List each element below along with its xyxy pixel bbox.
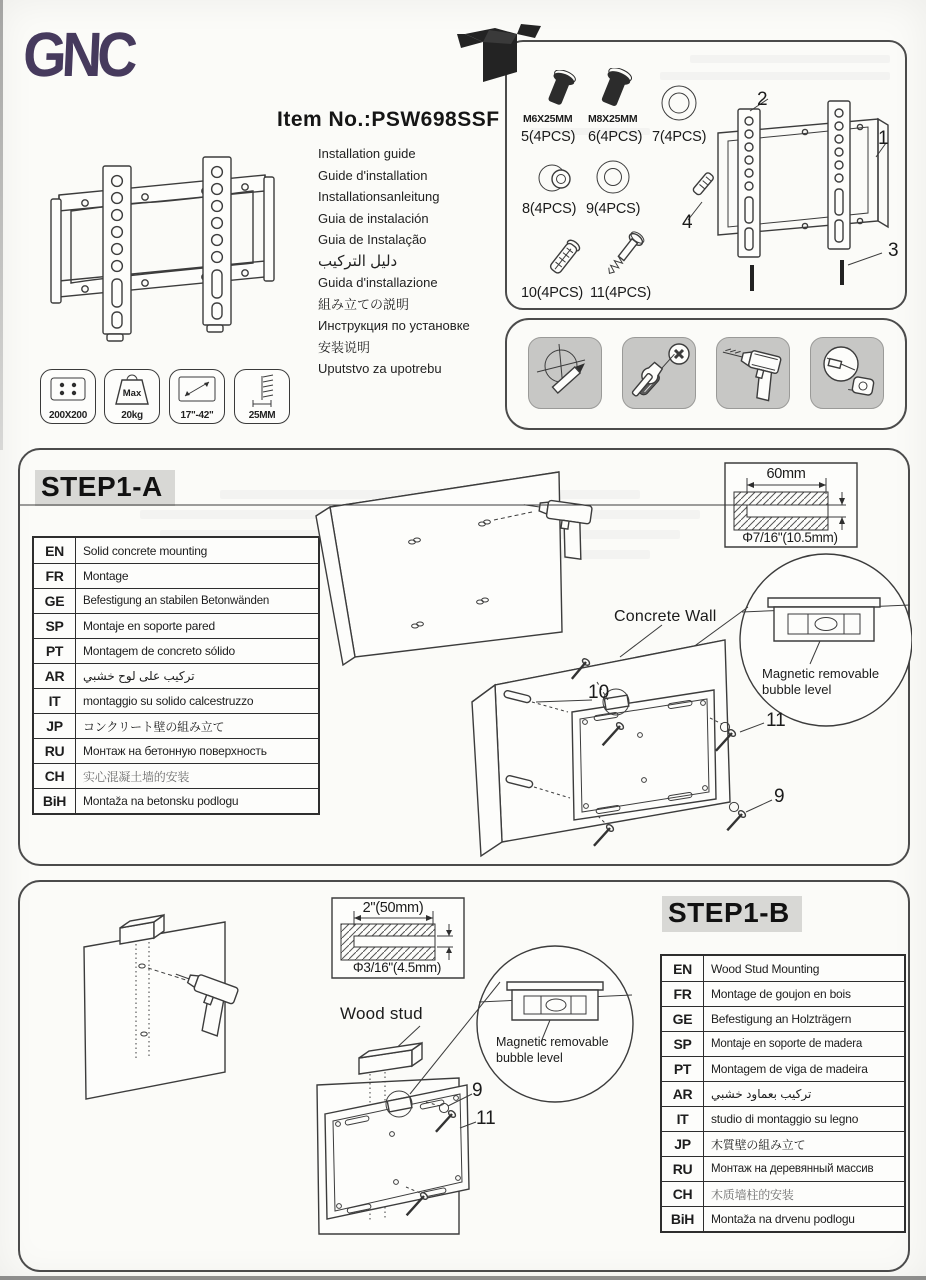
screen-size-icon: [176, 374, 218, 404]
table-row: EN Solid concrete mounting: [34, 538, 318, 563]
tool-tile: [716, 337, 790, 409]
callout-10: 10: [588, 682, 610, 703]
brand-logo: GNC: [21, 19, 135, 90]
language-title: 組み立ての説明: [318, 296, 410, 312]
table-row: JP 木質壁の組み立て: [662, 1131, 904, 1156]
table-row: GE Befestigung an Holzträgern: [662, 1006, 904, 1031]
svg-text:Max: Max: [122, 388, 142, 399]
table-row: BiH Montaža na drvenu podlogu: [662, 1206, 904, 1231]
part-9-qty: 9(4PCS): [586, 201, 641, 217]
callout-11-b: 11: [476, 1108, 496, 1129]
wood-stud-wall-drilling: [84, 915, 239, 1099]
part-10-qty: 10(4PCS): [521, 285, 584, 301]
step1b-panel: [18, 880, 910, 1272]
table-row: AR تركيب على لوح خشبي: [34, 663, 318, 688]
table-row: BiH Montaža na betonsku podlogu: [34, 788, 318, 813]
concrete-wall-drilling: [316, 472, 592, 665]
table-row: SP Montaje en soporte pared: [34, 613, 318, 638]
item-number: Item No.:PSW698SSF: [277, 108, 500, 131]
locking-screw-pins: [752, 260, 842, 291]
vesa-badge: [40, 369, 96, 424]
language-title: Installation guide: [318, 146, 416, 161]
part-5-qty: 5(4PCS): [521, 129, 576, 145]
wood-stud-label: Wood stud: [340, 1004, 423, 1023]
table-row: SP Montaje en soporte de madera: [662, 1031, 904, 1056]
screen-size-badge-label: 17"-42": [180, 410, 214, 421]
step1b-illustration: [20, 882, 912, 1272]
language-title: Guia de Instalação: [318, 232, 427, 247]
tool-tile: [810, 337, 884, 409]
table-row: EN Wood Stud Mounting: [662, 956, 904, 981]
m8-screw-icon: [594, 68, 634, 112]
callout-2: 2: [757, 89, 768, 110]
step1a-panel: [18, 448, 910, 866]
table-row: AR تركيب بعماود خشبي: [662, 1081, 904, 1106]
bubble-level-label-b: Magnetic removable bubble level: [496, 1035, 609, 1065]
language-title-list: [318, 146, 470, 376]
drill-diameter-label-b: Φ3/16"(4.5mm): [352, 960, 442, 975]
carton-box-icon: [455, 20, 541, 90]
part-5-spec: M6X25MM: [523, 113, 573, 125]
callout-3: 3: [888, 240, 899, 261]
wall-distance-badge-label: 25MM: [248, 410, 276, 421]
pencil-marking-icon: [529, 338, 601, 408]
scan-edge: [0, 0, 3, 450]
lag-screw-icon: [596, 228, 650, 284]
table-row: IT studio di montaggio su legno: [662, 1106, 904, 1131]
drill-width-label-a: 60mm: [766, 466, 806, 482]
callout-11-a: 11: [766, 710, 786, 731]
bubble-level-label-a: Magnetic removable bubble level: [762, 666, 880, 697]
language-title: 安装说明: [318, 339, 371, 355]
wall-plate-diagram: [700, 85, 905, 300]
washer-icon: [592, 156, 634, 198]
step1b-title: STEP1-B: [662, 896, 802, 932]
table-row: CH 实心混凝土墙的安装: [34, 763, 318, 788]
m6-screw-icon: [540, 70, 578, 112]
tool-tile: [528, 337, 602, 409]
table-row: JP コンクリート壁の組み立て: [34, 713, 318, 738]
screen-size-badge: [169, 369, 225, 424]
language-title: Инструкция по установке: [318, 318, 470, 333]
vesa-pattern-icon: [48, 374, 88, 404]
vesa-badge-label: 200X200: [49, 410, 87, 421]
part-8-qty: 8(4PCS): [522, 201, 577, 217]
drill-width-label-b: 2"(50mm): [362, 900, 424, 916]
max-weight-badge-label: 20kg: [121, 410, 143, 421]
table-row: FR Montage de goujon en bois: [662, 981, 904, 1006]
tool-tile: [622, 337, 696, 409]
tape-measure-icon: [811, 338, 883, 408]
language-title: Guia de instalación: [318, 210, 429, 226]
table-row: GE Befestigung an stabilen Betonwänden: [34, 588, 318, 613]
table-row: PT Montagem de viga de madeira: [662, 1056, 904, 1081]
part-6-qty: 6(4PCS): [588, 129, 643, 145]
scan-edge: [0, 1276, 926, 1280]
spacer-icon: [536, 162, 576, 196]
table-row: RU Монтаж на бетонную поверхность: [34, 738, 318, 763]
table-row: RU Монтаж на деревянный массив: [662, 1156, 904, 1181]
concrete-wall-label: Concrete Wall: [614, 608, 717, 625]
washer-ring-icon: [658, 82, 700, 124]
electric-drill-icon: [717, 338, 789, 408]
callout-4: 4: [682, 212, 693, 233]
callout-9-a: 9: [774, 786, 785, 807]
wall-plate-mounted-a: [572, 689, 716, 820]
part-7-qty: 7(4PCS): [652, 129, 707, 145]
wall-anchor-icon: [538, 234, 588, 284]
wall-distance-badge: [234, 369, 290, 424]
language-title: Installationsanleitung: [318, 189, 440, 204]
language-title: Guida d'installazione: [318, 275, 438, 290]
drill-diameter-label-a: Φ7/16"(10.5mm): [742, 530, 838, 545]
part-11-qty: 11(4PCS): [590, 285, 651, 301]
bubble-level-inset-b: [477, 946, 633, 1102]
part-6-spec: M8X25MM: [588, 113, 638, 125]
table-row: IT montaggio su solido calcestruzzo: [34, 688, 318, 713]
table-row: FR Montage: [34, 563, 318, 588]
max-weight-icon: [110, 374, 154, 408]
callout-9-b: 9: [472, 1080, 483, 1101]
max-weight-badge: [104, 369, 160, 424]
step1a-title: STEP1-A: [35, 470, 175, 506]
wall-distance-icon: [245, 374, 279, 410]
screwdriver-wrench-icon: [623, 338, 695, 408]
callout-1: 1: [878, 128, 889, 149]
language-title: Guide d'installation: [318, 167, 428, 183]
table-row: PT Montagem de concreto sólido: [34, 638, 318, 663]
wall-mount-product-illustration: [45, 133, 280, 363]
bubble-level-inset-a: [740, 554, 912, 726]
language-title: دليل التركيب: [318, 252, 398, 270]
table-row: CH 木质墙柱的安装: [662, 1181, 904, 1206]
language-title: Uputstvo za upotrebu: [318, 361, 442, 376]
